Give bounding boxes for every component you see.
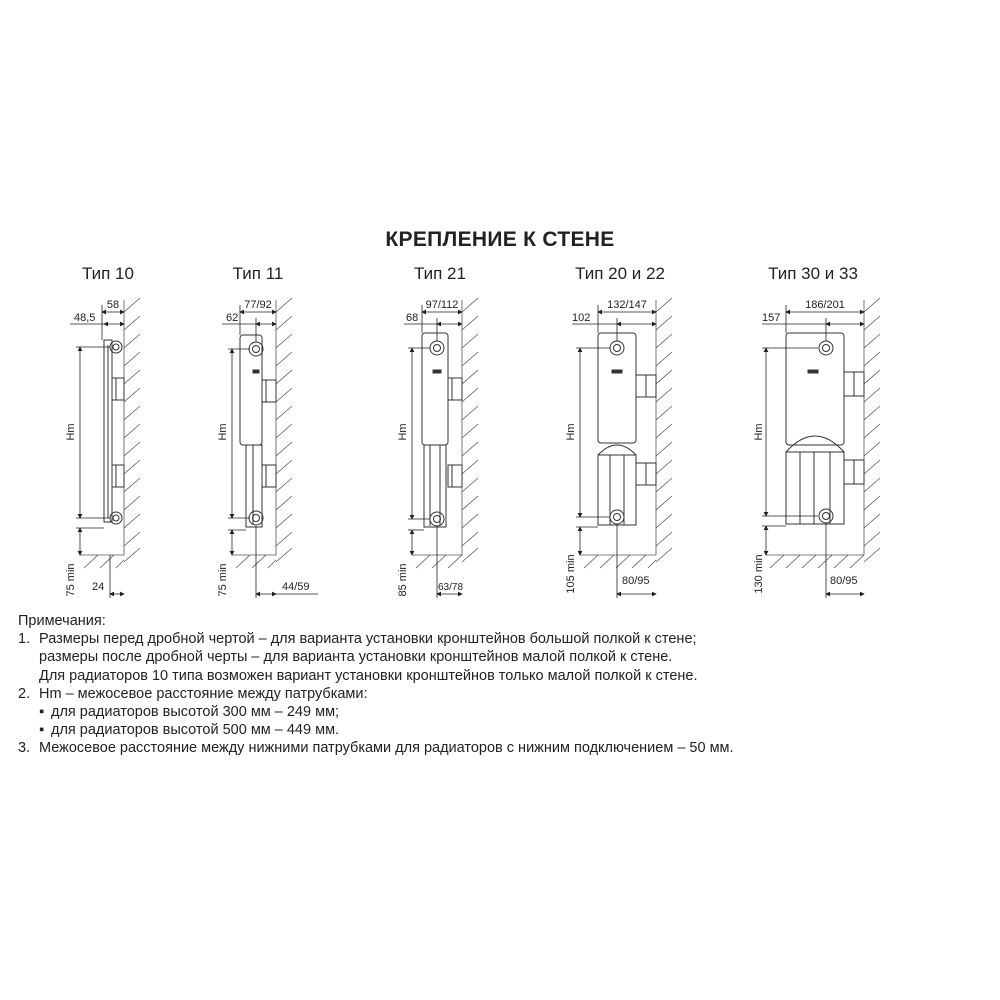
panel-title-type-21: Тип 21 — [414, 264, 466, 283]
dim-label-height: 105 min — [565, 554, 577, 594]
bullet-icon: ▪ — [39, 722, 45, 739]
dim-label-bottom: 80/95 — [830, 575, 858, 587]
note-1-line-3: Для радиаторов 10 типа возможен вариант установки кронштейнов только малой полкой к стене. — [39, 667, 698, 684]
hm-label: Hm — [65, 423, 77, 441]
hm-label: Hm — [753, 423, 765, 441]
note-text: Размеры перед дробной чертой – для варианта установки кронштейнов большой полкой к стене; — [39, 631, 697, 648]
panel-title-type-11: Тип 11 — [232, 264, 284, 283]
bullet-icon: ▪ — [39, 704, 45, 721]
dim-label-top: 186/201 — [805, 299, 845, 311]
dim-label-bottom: 44/59 — [282, 581, 310, 593]
note-1-line-2: размеры после дробной черты – для варианта установки кронштейнов малой полкой к стене. — [39, 649, 673, 666]
dim-label-height: 85 min — [397, 563, 409, 597]
dim-label-bottom: 80/95 — [622, 575, 650, 587]
dim-label-height: 75 min — [217, 563, 229, 597]
dim-label-bottom: 63/78 — [438, 582, 464, 593]
panel-title-type-10: Тип 10 — [82, 264, 134, 283]
dim-label-side: 68 — [406, 312, 419, 324]
wall-hatch — [766, 298, 880, 568]
wall-hatch — [80, 298, 140, 568]
note-text: Hm – межосевое расстояние между патрубками: — [39, 685, 368, 702]
note-text: для радиаторов высотой 300 мм – 249 мм; — [51, 704, 340, 721]
dimension-lines — [404, 305, 462, 598]
page-title: КРЕПЛЕНИЕ К СТЕНЕ — [385, 228, 615, 251]
hm-label: Hm — [397, 423, 409, 441]
note-number: 3. — [18, 740, 31, 757]
diagram-type-30-33 — [762, 298, 880, 598]
note-number: 2. — [18, 685, 31, 702]
note-text: Межосевое расстояние между нижними патрубками для радиаторов с нижним подключением – 50 мм. — [39, 740, 734, 757]
diagram-type-20-22 — [572, 298, 672, 598]
wall-hatch — [580, 298, 672, 568]
dimension-lines — [222, 305, 318, 598]
dim-label-top: 77/92 — [244, 299, 272, 311]
radiator-body — [786, 333, 864, 524]
dim-label-top: 97/112 — [425, 299, 459, 311]
dim-label-side: 157 — [762, 312, 781, 324]
radiator-body — [104, 340, 124, 524]
notes-block — [18, 612, 978, 758]
note-text: для радиаторов высотой 500 мм – 449 мм. — [51, 722, 340, 739]
radiator-body — [240, 335, 276, 527]
note-1-line-1 — [18, 630, 978, 648]
dim-label-side: 48,5 — [74, 312, 96, 324]
hm-label: Hm — [565, 423, 577, 441]
hm-label: Hm — [217, 423, 229, 441]
radiator-body — [422, 333, 462, 527]
dimension-lines — [70, 305, 124, 598]
dim-label-side: 102 — [572, 312, 591, 324]
notes-heading: Примечания: — [18, 613, 106, 629]
panel-title-type-20-22: Тип 20 и 22 — [575, 264, 665, 283]
note-2-bullet-1 — [18, 703, 978, 721]
note-2-bullet-2 — [18, 721, 978, 739]
diagram-type-10 — [70, 298, 140, 598]
dim-label-height: 130 min — [753, 554, 765, 594]
dim-label-side: 62 — [226, 312, 239, 324]
dim-label-bottom: 24 — [92, 581, 105, 593]
diagram-type-21 — [404, 298, 478, 598]
note-number: 1. — [18, 631, 31, 648]
dim-label-top: 132/147 — [607, 299, 647, 311]
panel-title-type-30-33: Тип 30 и 33 — [768, 264, 858, 283]
dim-label-height: 75 min — [65, 563, 77, 597]
diagram-type-11 — [222, 298, 318, 598]
radiator-body — [598, 333, 656, 525]
dim-label-top: 58 — [106, 299, 120, 311]
note-2-line-1 — [18, 685, 978, 703]
note-3-line-1 — [18, 739, 978, 757]
